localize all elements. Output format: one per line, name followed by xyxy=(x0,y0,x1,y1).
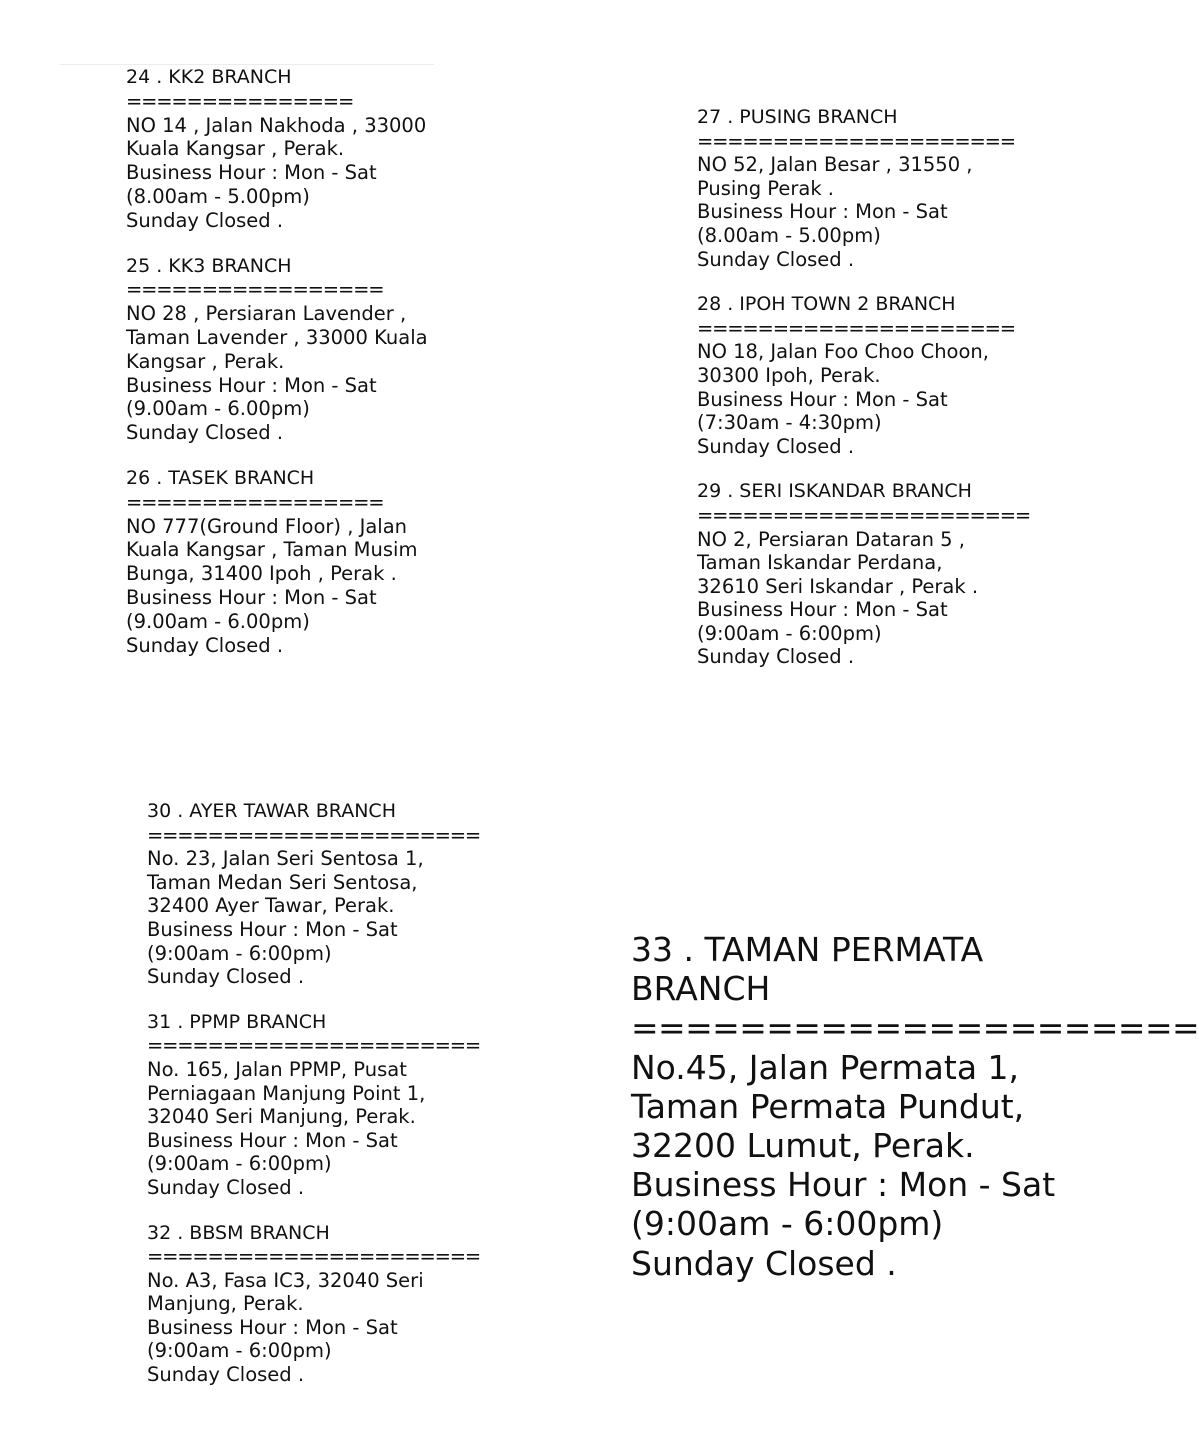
address-line: NO 52, Jalan Besar , 31550 , xyxy=(697,153,973,177)
branch-title: 27 . PUSING BRANCH xyxy=(697,106,898,128)
sunday-closed: Sunday Closed . xyxy=(147,965,305,989)
branch-32-bbsm xyxy=(147,1221,481,1387)
branch-title-cont: BRANCH xyxy=(631,969,771,1009)
branch-30-ayer-tawar xyxy=(147,800,481,989)
panel-branches-27-29 xyxy=(697,106,1031,691)
address-line: Taman Permata Pundut, xyxy=(631,1086,1025,1126)
sunday-closed: Sunday Closed . xyxy=(126,208,284,232)
branch-title: 26 . TASEK BRANCH xyxy=(126,466,315,489)
address-line: Kangsar , Perak. xyxy=(126,349,285,373)
top-divider xyxy=(60,64,434,65)
address-line: Pusing Perak . xyxy=(697,176,835,200)
hours-range: (9:00am - 6:00pm) xyxy=(147,1152,332,1176)
business-hour: Business Hour : Mon - Sat xyxy=(697,387,948,411)
hours-range: (9.00am - 6.00pm) xyxy=(126,397,310,421)
business-hour: Business Hour : Mon - Sat xyxy=(126,161,377,185)
business-hour: Business Hour : Mon - Sat xyxy=(147,917,398,941)
separator: ===================== xyxy=(697,129,1015,153)
sunday-closed: Sunday Closed . xyxy=(126,633,284,657)
sunday-closed: Sunday Closed . xyxy=(147,1175,305,1199)
sunday-closed: Sunday Closed . xyxy=(147,1363,305,1387)
address-line: NO 18, Jalan Foo Choo Choon, xyxy=(697,340,989,364)
separator: ====================== xyxy=(147,1034,481,1058)
branch-title: 25 . KK3 BRANCH xyxy=(126,254,292,277)
panel-branches-24-26 xyxy=(126,66,446,679)
address-line: NO 2, Persiaran Dataran 5 , xyxy=(697,527,965,551)
business-hour: Business Hour : Mon - Sat xyxy=(631,1165,1056,1205)
address-line: 32610 Seri Iskandar , Perak . xyxy=(697,574,979,598)
branch-27-pusing xyxy=(697,106,1015,271)
address-line: 32200 Lumut, Perak. xyxy=(631,1126,975,1166)
sunday-closed: Sunday Closed . xyxy=(697,645,855,669)
address-line: Taman Lavender , 33000 Kuala xyxy=(126,325,428,349)
branch-title: 33 . TAMAN PERMATA xyxy=(631,930,984,969)
branch-title: 29 . SERI ISKANDAR BRANCH xyxy=(697,480,972,503)
branch-title: 24 . KK2 BRANCH xyxy=(126,66,292,88)
hours-range: (9.00am - 6.00pm) xyxy=(126,609,310,633)
address-line: No. 165, Jalan PPMP, Pusat xyxy=(147,1057,407,1081)
separator: ===================== xyxy=(631,1008,1199,1048)
address-line: 32040 Seri Manjung, Perak. xyxy=(147,1105,416,1129)
hours-range: (9:00am - 6:00pm) xyxy=(697,621,882,645)
branch-25-kk3 xyxy=(126,255,446,445)
sunday-closed: Sunday Closed . xyxy=(126,421,284,445)
address-line: Bunga, 31400 Ipoh , Perak . xyxy=(126,562,397,586)
address-line: Kuala Kangsar , Taman Musim xyxy=(126,538,418,562)
branch-title: 30 . AYER TAWAR BRANCH xyxy=(147,800,396,822)
sunday-closed: Sunday Closed . xyxy=(697,247,855,271)
branch-title: 32 . BBSM BRANCH xyxy=(147,1221,330,1244)
hours-range: (9:00am - 6:00pm) xyxy=(147,1339,332,1363)
hours-range: (9:00am - 6:00pm) xyxy=(147,941,332,965)
branch-31-ppmp xyxy=(147,1010,481,1200)
branch-26-tasek xyxy=(126,467,446,657)
separator: ===================== xyxy=(697,316,1015,340)
address-line: No. A3, Fasa IC3, 32040 Seri xyxy=(147,1268,424,1292)
business-hour: Business Hour : Mon - Sat xyxy=(697,200,948,224)
branch-29-seri-iskandar xyxy=(697,480,1031,669)
address-line: Perniagaan Manjung Point 1, xyxy=(147,1081,426,1105)
separator: ====================== xyxy=(147,823,481,847)
business-hour: Business Hour : Mon - Sat xyxy=(147,1315,398,1339)
address-line: NO 777(Ground Floor) , Jalan xyxy=(126,514,408,538)
separator: ====================== xyxy=(697,503,1031,527)
branch-title: 31 . PPMP BRANCH xyxy=(147,1010,327,1033)
business-hour: Business Hour : Mon - Sat xyxy=(147,1128,398,1152)
business-hour: Business Hour : Mon - Sat xyxy=(126,585,377,609)
separator: =============== xyxy=(126,89,354,113)
address-line: Taman Medan Seri Sentosa, xyxy=(147,870,418,894)
hours-range: (9:00am - 6:00pm) xyxy=(631,1204,944,1244)
address-line: No.45, Jalan Permata 1, xyxy=(631,1047,1020,1087)
branch-33-taman-permata xyxy=(631,930,1199,1283)
hours-range: (7:30am - 4:30pm) xyxy=(697,411,882,435)
business-hour: Business Hour : Mon - Sat xyxy=(126,373,377,397)
business-hour: Business Hour : Mon - Sat xyxy=(697,598,948,622)
address-line: Kuala Kangsar , Perak. xyxy=(126,137,345,161)
separator: ================= xyxy=(126,278,384,302)
branch-title: 28 . IPOH TOWN 2 BRANCH xyxy=(697,293,956,316)
address-line: Manjung, Perak. xyxy=(147,1292,304,1316)
address-line: Taman Iskandar Perdana, xyxy=(697,551,943,575)
address-line: 30300 Ipoh, Perak. xyxy=(697,363,881,387)
address-line: No. 23, Jalan Seri Sentosa 1, xyxy=(147,847,424,871)
panel-branches-30-32 xyxy=(147,800,481,1409)
address-line: 32400 Ayer Tawar, Perak. xyxy=(147,894,395,918)
branch-28-ipoh-town-2 xyxy=(697,293,1015,458)
address-line: NO 14 , Jalan Nakhoda , 33000 xyxy=(126,113,427,137)
branch-24-kk2 xyxy=(126,66,446,233)
separator: ================= xyxy=(126,490,384,514)
sunday-closed: Sunday Closed . xyxy=(697,434,855,458)
address-line: NO 28 , Persiaran Lavender , xyxy=(126,302,407,326)
hours-range: (8.00am - 5.00pm) xyxy=(126,184,310,208)
sunday-closed: Sunday Closed . xyxy=(631,1243,897,1283)
hours-range: (8.00am - 5.00pm) xyxy=(697,223,881,247)
panel-branch-33 xyxy=(631,930,1199,1305)
separator: ====================== xyxy=(147,1245,481,1269)
